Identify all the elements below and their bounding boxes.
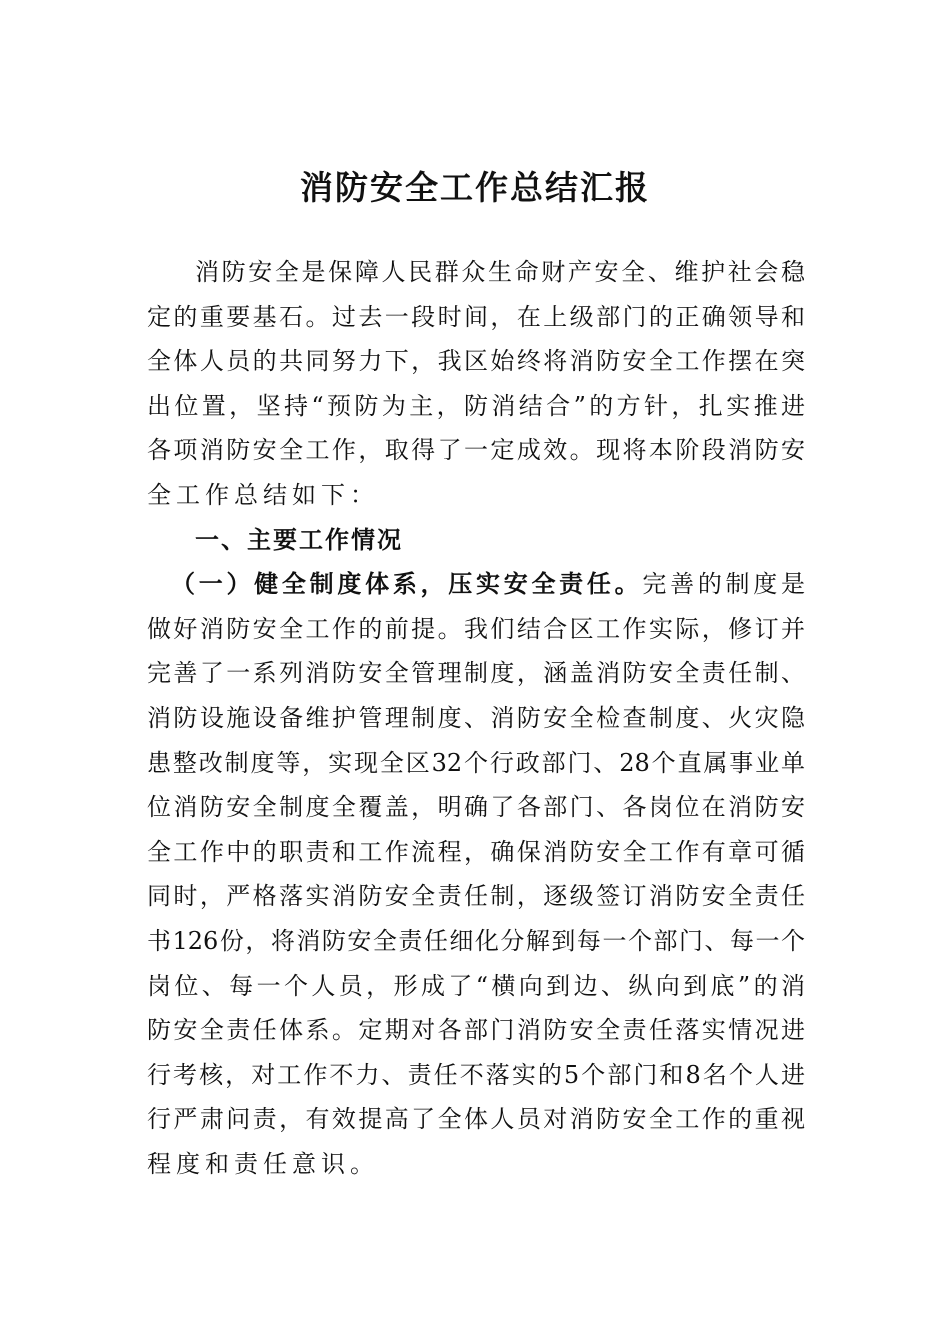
text-line: 完善了一系列消防安全管理制度，涵盖消防安全责任制、 [147,659,805,688]
document-title: 消防安全工作总结汇报 [300,168,650,207]
text-line: 行严肃问责，有效提高了全体人员对消防安全工作的重视 [147,1105,805,1134]
text-line: 位消防安全制度全覆盖，明确了各部门、各岗位在消防安 [147,793,805,822]
text-line: 定的重要基石。过去一段时间，在上级部门的正确领导和 [147,302,805,331]
text-line: 消防设施设备维护管理制度、消防安全检查制度、火灾隐 [147,703,805,732]
text-line: 消防安全是保障人民群众生命财产安全、维护社会稳 [195,258,805,286]
text-line: 岗位、每一个人员，形成了“横向到边、纵向到底”的消 [147,971,805,1000]
text-span: 完善的制度是 [642,570,806,599]
subsection-paragraph [147,562,805,1186]
text-line: 程度和责任意识。 [147,1149,379,1178]
document-body [147,250,805,1186]
text-line: 全工作总结如下： [147,480,379,509]
text-line: 全体人员的共同努力下，我区始终将消防安全工作摆在突 [147,347,805,376]
section-heading: 一、主要工作情况 [195,524,403,554]
text-line: 书126份，将消防安全责任细化分解到每一个部门、每一个 [147,926,805,955]
text-line: 出位置，坚持“预防为主，防消结合”的方针，扎实推进 [147,391,805,420]
text-line: 全工作中的职责和工作流程，确保消防安全工作有章可循 [147,837,805,866]
text-line: 防安全责任体系。定期对各部门消防安全责任落实情况进 [147,1016,805,1045]
intro-paragraph [147,250,805,518]
text-line: 行考核，对工作不力、责任不落实的5个部门和8名个人进 [147,1060,805,1089]
text-line: 各项消防安全工作，取得了一定成效。现将本阶段消防安 [147,436,805,465]
text-line: 同时，严格落实消防安全责任制，逐级签订消防安全责任 [147,882,805,911]
text-line: 患整改制度等，实现全区32个行政部门、28个直属事业单 [147,748,805,777]
text-line: 做好消防安全工作的前提。我们结合区工作实际，修订并 [147,614,805,643]
text-line [147,562,805,607]
subsection-title: （一）健全制度体系，压实安全责任。 [171,569,643,599]
